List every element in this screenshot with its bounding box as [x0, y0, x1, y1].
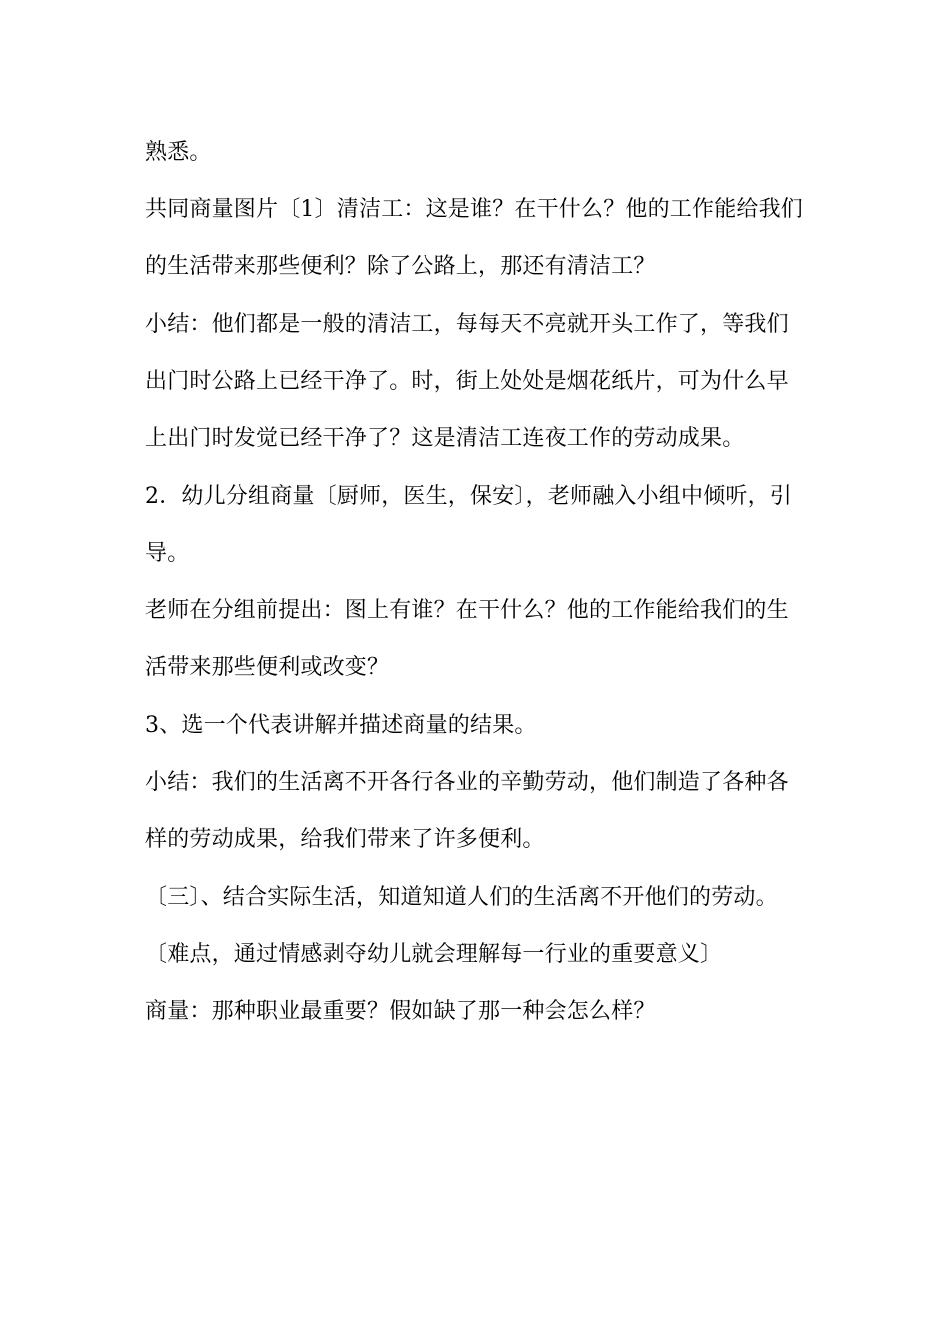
text-line-9: 老师在分组前提出：图上有谁？在干什么？他的工作能给我们的生	[145, 598, 789, 623]
text-line-14: 〔三〕、结合实际生活，知道知道人们的生活离不开他们的劳动。	[145, 885, 778, 910]
text-line-7: 2．幼儿分组商量〔厨师，医生，保安〕，老师融入小组中倾听，引	[145, 484, 792, 509]
text-line-13: 样的劳动成果，给我们带来了许多便利。	[145, 827, 545, 852]
text-line-10: 活带来那些便利或改变？	[145, 655, 390, 680]
text-line-16: 商量：那种职业最重要？假如缺了那一种会怎么样？	[145, 999, 656, 1024]
text-line-12: 小结：我们的生活离不开各行各业的辛勤劳动，他们制造了各种各	[145, 770, 789, 795]
text-line-4: 小结：他们都是一般的清洁工，每每天不亮就开头工作了，等我们	[145, 312, 789, 337]
text-line-15: 〔难点，通过情感剥夺幼儿就会理解每一行业的重要意义〕	[145, 942, 723, 967]
text-line-5: 出门时公路上已经干净了。时，街上处处是烟花纸片，可为什么早	[145, 369, 789, 394]
text-line-3: 的生活带来那些便利？除了公路上，那还有清洁工？	[145, 254, 656, 279]
text-line-11: 3、选一个代表讲解并描述商量的结果。	[145, 713, 537, 738]
text-line-1: 熟悉。	[145, 140, 212, 165]
text-line-2: 共同商量图片〔1〕清洁工：这是谁？在干什么？他的工作能给我们	[145, 197, 803, 222]
text-line-8: 导。	[145, 541, 190, 566]
text-line-6: 上出门时发觉已经干净了？这是清洁工连夜工作的劳动成果。	[145, 426, 745, 451]
